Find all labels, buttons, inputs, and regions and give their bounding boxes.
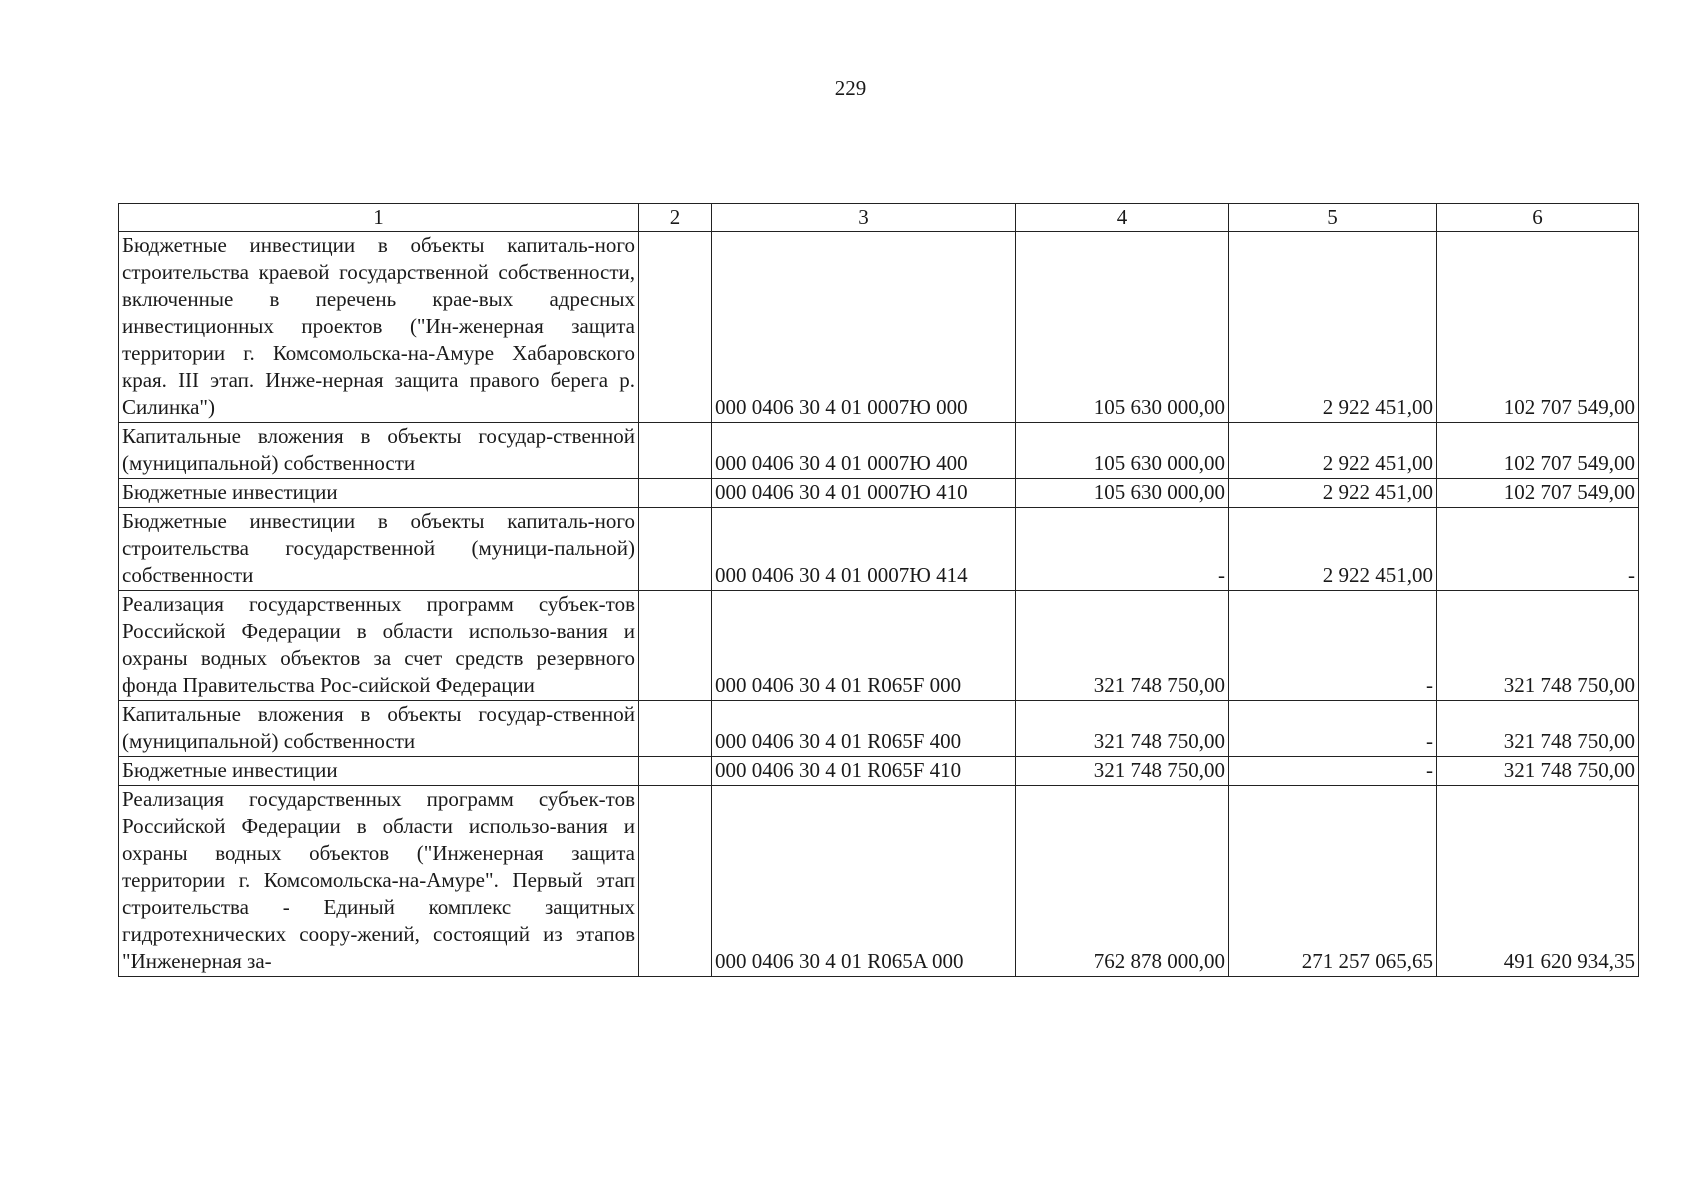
row-code: 000 0406 30 4 01 R065F 410 [712, 757, 1016, 786]
column-header-2: 2 [639, 204, 712, 232]
column-header-5: 5 [1229, 204, 1437, 232]
row-name: Бюджетные инвестиции [119, 757, 639, 786]
row-col5: 271 257 065,65 [1229, 786, 1437, 977]
table-row [119, 786, 1639, 977]
page-number: 229 [834, 76, 867, 100]
row-col6: 491 620 934,35 [1437, 786, 1639, 977]
row-col4: - [1016, 508, 1229, 591]
row-col2 [639, 757, 712, 786]
row-name: Капитальные вложения в объекты государ-ственной (муниципальной) собственности [119, 423, 639, 479]
row-name: Бюджетные инвестиции [119, 479, 639, 508]
row-col6: 102 707 549,00 [1437, 479, 1639, 508]
budget-table [118, 203, 1639, 977]
row-code: 000 0406 30 4 01 R065A 000 [712, 786, 1016, 977]
table-row [119, 232, 1639, 423]
row-name: Капитальные вложения в объекты государ-ственной (муниципальной) собственности [119, 701, 639, 757]
row-col4: 105 630 000,00 [1016, 423, 1229, 479]
row-col6: 321 748 750,00 [1437, 591, 1639, 701]
row-col6: 102 707 549,00 [1437, 423, 1639, 479]
row-col6: - [1437, 508, 1639, 591]
row-name: Бюджетные инвестиции в объекты капиталь-ного строительства государственной (муници-пальной) собственности [119, 508, 639, 591]
row-col4: 762 878 000,00 [1016, 786, 1229, 977]
table-row [119, 508, 1639, 591]
row-col5: 2 922 451,00 [1229, 479, 1437, 508]
row-code: 000 0406 30 4 01 0007Ю 414 [712, 508, 1016, 591]
row-col5: 2 922 451,00 [1229, 508, 1437, 591]
row-col5: - [1229, 591, 1437, 701]
row-name: Реализация государственных программ субъек-тов Российской Федерации в области использо-вания и охраны водных объектов ("Инженерная защита территории г. Комсомольска-на-Амуре". Первый этап строительства - Единый комплекс защитных гидротехнических соору-жений, состоящий из этапов "Инженерная за- [119, 786, 639, 977]
column-header-1: 1 [119, 204, 639, 232]
table-row [119, 701, 1639, 757]
row-code: 000 0406 30 4 01 0007Ю 000 [712, 232, 1016, 423]
row-col2 [639, 232, 712, 423]
table-row [119, 423, 1639, 479]
row-col4: 321 748 750,00 [1016, 591, 1229, 701]
column-header-4: 4 [1016, 204, 1229, 232]
row-col5: 2 922 451,00 [1229, 423, 1437, 479]
row-col6: 102 707 549,00 [1437, 232, 1639, 423]
row-col4: 321 748 750,00 [1016, 757, 1229, 786]
row-col2 [639, 591, 712, 701]
row-col2 [639, 423, 712, 479]
row-col4: 105 630 000,00 [1016, 479, 1229, 508]
row-col5: - [1229, 757, 1437, 786]
column-header-6: 6 [1437, 204, 1639, 232]
row-col2 [639, 508, 712, 591]
row-col6: 321 748 750,00 [1437, 701, 1639, 757]
row-col4: 321 748 750,00 [1016, 701, 1229, 757]
table-row [119, 479, 1639, 508]
row-code: 000 0406 30 4 01 0007Ю 410 [712, 479, 1016, 508]
row-col2 [639, 701, 712, 757]
header-row [119, 204, 1639, 232]
row-col2 [639, 479, 712, 508]
table-row [119, 757, 1639, 786]
row-code: 000 0406 30 4 01 R065F 400 [712, 701, 1016, 757]
column-header-3: 3 [712, 204, 1016, 232]
row-code: 000 0406 30 4 01 0007Ю 400 [712, 423, 1016, 479]
row-col6: 321 748 750,00 [1437, 757, 1639, 786]
row-name: Бюджетные инвестиции в объекты капиталь-ного строительства краевой государственной собственности, включенные в перечень крае-вых адресных инвестиционных проектов ("Ин-женерная защита территории г. Комсомольска-на-Амуре Хабаровского края. III этап. Инже-нерная защита правого берега р. Силинка") [119, 232, 639, 423]
row-col5: 2 922 451,00 [1229, 232, 1437, 423]
row-col4: 105 630 000,00 [1016, 232, 1229, 423]
table-row [119, 591, 1639, 701]
row-col2 [639, 786, 712, 977]
row-name: Реализация государственных программ субъек-тов Российской Федерации в области использо-вания и охраны водных объектов за счет средств резервного фонда Правительства Рос-сийской Федерации [119, 591, 639, 701]
row-col5: - [1229, 701, 1437, 757]
row-code: 000 0406 30 4 01 R065F 000 [712, 591, 1016, 701]
